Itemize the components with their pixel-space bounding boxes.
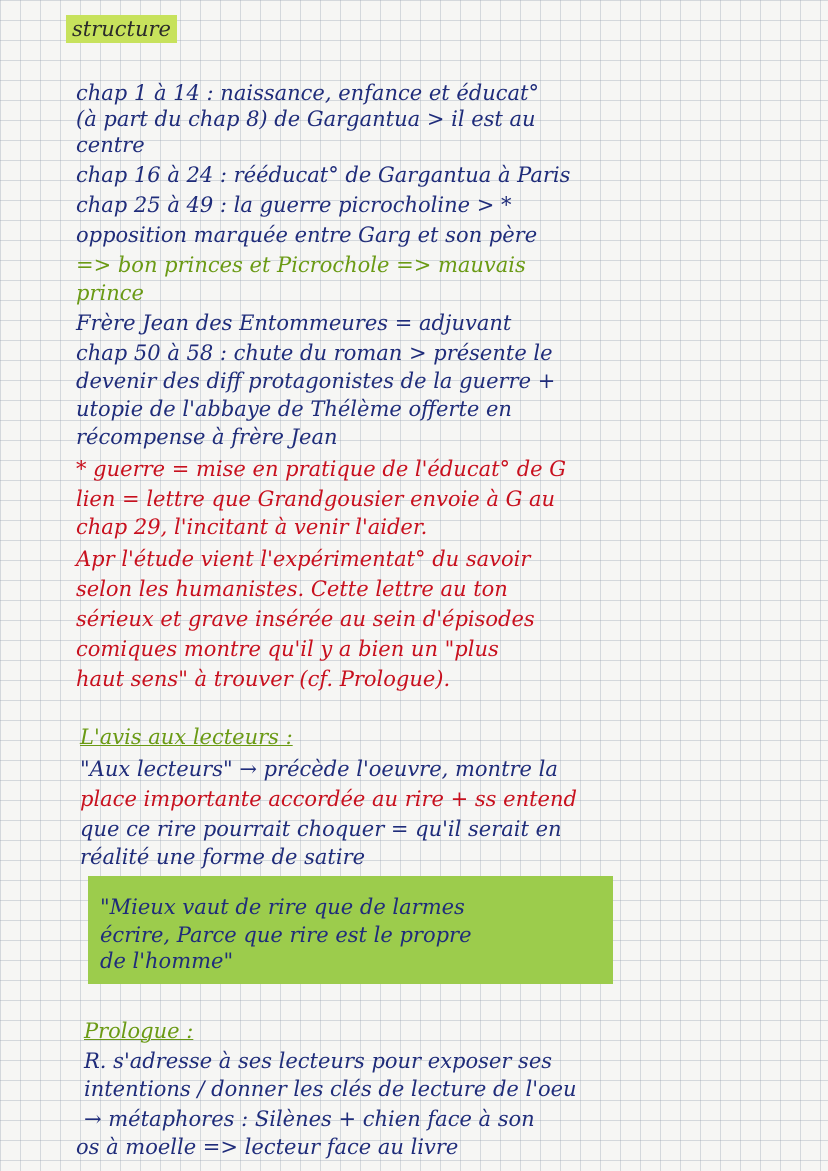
note-line: "Aux lecteurs" → précède l'oeuvre, montre la: [80, 757, 558, 781]
note-line: opposition marquée entre Garg et son père: [76, 223, 538, 247]
note-line: Frère Jean des Entommeures = adjuvant: [76, 311, 512, 335]
note-line: chap 1 à 14 : naissance, enfance et éducat°: [76, 81, 539, 105]
note-line: * guerre = mise en pratique de l'éducat° de G: [76, 457, 567, 481]
quote-line: de l'homme": [100, 949, 234, 973]
note-line: chap 25 à 49 : la guerre picrocholine > *: [76, 193, 512, 217]
note-line: récompense à frère Jean: [76, 425, 338, 449]
note-line: chap 50 à 58 : chute du roman > présente le: [76, 341, 553, 365]
quote-line: écrire, Parce que rire est le propre: [100, 923, 472, 947]
note-line: os à moelle => lecteur face au livre: [76, 1135, 459, 1159]
note-line: Apr l'étude vient l'expérimentat° du savoir: [76, 547, 531, 571]
note-line: réalité une forme de satire: [80, 845, 366, 869]
note-line: que ce rire pourrait choquer = qu'il serait en: [80, 817, 562, 841]
note-line: utopie de l'abbaye de Thélème offerte en: [76, 397, 512, 421]
note-line: sérieux et grave insérée au sein d'épisodes: [76, 607, 535, 631]
note-line: chap 29, l'incitant à venir l'aider.: [76, 515, 428, 539]
note-line: place importante accordée au rire + ss entend: [80, 787, 577, 811]
note-line: haut sens" à trouver (cf. Prologue).: [76, 667, 451, 691]
note-line: centre: [76, 133, 145, 157]
note-line: intentions / donner les clés de lecture de l'oeu: [84, 1077, 577, 1101]
quote-line: "Mieux vaut de rire que de larmes: [100, 895, 465, 919]
heading-highlight: structure: [66, 15, 177, 43]
note-line: selon les humanistes. Cette lettre au ton: [76, 577, 508, 601]
note-line: → métaphores : Silènes + chien face à son: [84, 1107, 535, 1131]
note-line: => bon princes et Picrochole => mauvais: [76, 253, 526, 277]
section-heading-avis: L'avis aux lecteurs :: [80, 725, 293, 749]
section-heading-prologue: Prologue :: [84, 1019, 194, 1043]
page-heading: [66, 16, 177, 42]
note-line: (à part du chap 8) de Gargantua > il est au: [76, 107, 536, 131]
note-line: comiques montre qu'il y a bien un "plus: [76, 637, 499, 661]
note-line: chap 16 à 24 : rééducat° de Gargantua à Paris: [76, 163, 571, 187]
note-line: lien = lettre que Grandgousier envoie à G au: [76, 487, 556, 511]
note-line: devenir des diff protagonistes de la guerre +: [76, 369, 556, 393]
note-line: R. s'adresse à ses lecteurs pour exposer ses: [84, 1049, 553, 1073]
note-line: prince: [76, 281, 144, 305]
